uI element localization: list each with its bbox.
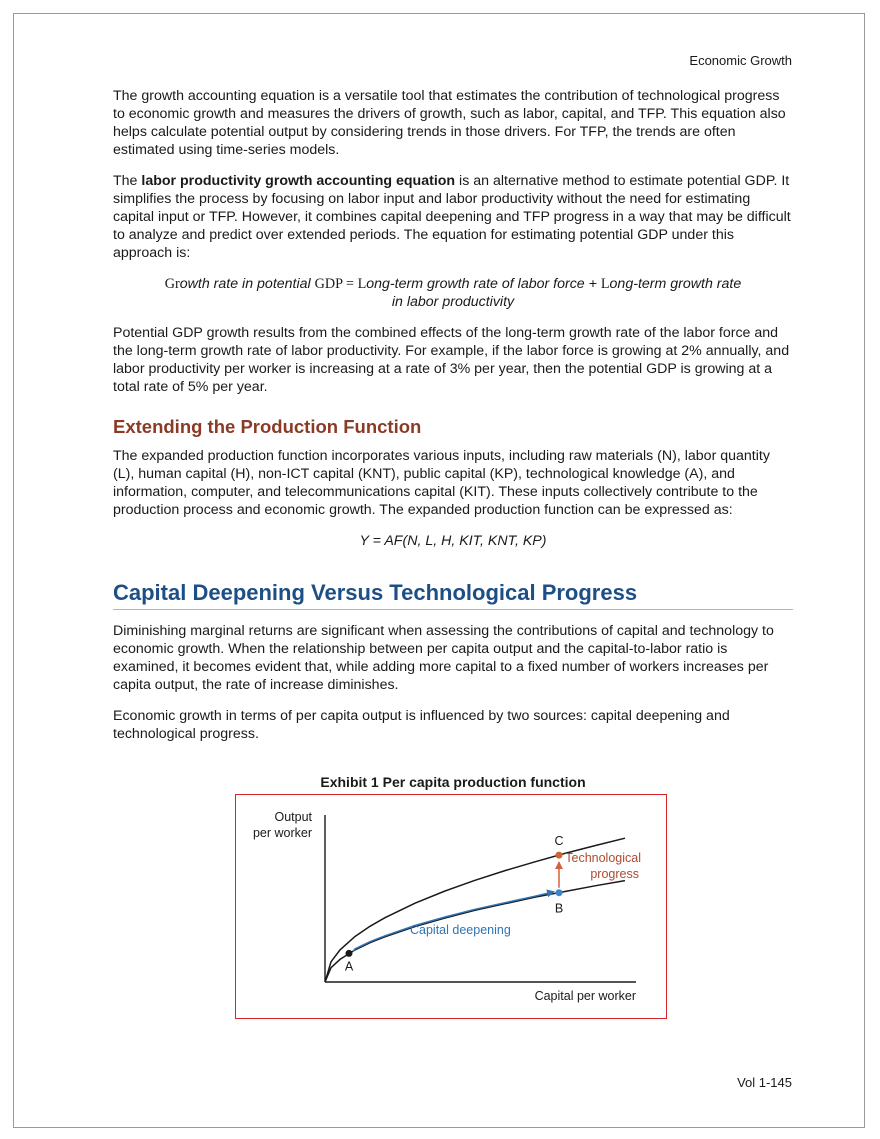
paragraph-expanded-production: The expanded production function incorporates various inputs, including raw materials (N), labor quantity (L), human capital (H), non-ICT capital (KNT), public capital (KP), technological knowledge (A), and information, computer, and telecommunications capital (KIT). These inputs collectively contribute to the production process and economic growth. The expanded production function can be expressed as: xyxy=(113,448,770,518)
point-a-label: A xyxy=(344,959,354,974)
paragraph-growth-accounting: The growth accounting equation is a versatile tool that estimates the contribution of technological progress to economic growth and measures the drivers of growth, such as labor, capital, and TFP. This equation also helps calculate potential output by considering trends in those drivers. For TFP, the trends are often estimated using time-series models. xyxy=(113,88,786,158)
tech-progress-label-line2: progress xyxy=(590,867,639,881)
paragraph-diminishing-returns: Diminishing marginal returns are significant when assessing the contributions of capital and technology to economic growth. When the relationship between per capita output and the capital-to-labor ratio is examined, it becomes evident that, while adding more capital to a fixed number of workers increases per capita output, the rate of increase diminishes. xyxy=(113,623,774,693)
term-labor-productivity: labor productivity growth accounting equation xyxy=(141,173,456,189)
equation-production-function: Y = AF(N, L, H, KIT, KNT, KP) xyxy=(359,533,547,549)
y-axis-label-line1: Output xyxy=(274,810,312,824)
paragraph-labor-productivity xyxy=(113,172,793,262)
y-axis-label-line2: per worker xyxy=(252,826,312,840)
point-b-marker xyxy=(556,889,563,896)
text-span: The xyxy=(113,173,142,189)
exhibit-chart-frame xyxy=(235,794,667,1019)
subsection-heading: Extending the Production Function xyxy=(113,416,422,437)
eq-part: owth rate in potential xyxy=(179,276,315,292)
paragraph-growth-sources: Economic growth in terms of per capita output is influenced by two sources: capital deepening and technological progress. xyxy=(113,708,730,742)
equation-potential-gdp xyxy=(113,275,793,311)
equation-line-1 xyxy=(113,275,793,293)
page-number: Vol 1-145 xyxy=(737,1075,792,1090)
x-axis-label: Capital per worker xyxy=(534,989,636,1003)
running-head: Economic Growth xyxy=(689,53,792,68)
capital-deepening-label: Capital deepening xyxy=(410,923,511,937)
eq-part: L xyxy=(600,276,610,292)
text-span: is an alternative method to estimate potential GDP. It simplifies the process by focusing on labor input and labor productivity without the need for estimating capital input or TFP. However, it combines capital deepening and TFP progress in a way that may be difficult to analyze and predict over extended periods. The equation for estimating potential GDP under this approach is: xyxy=(113,173,791,261)
page-content xyxy=(113,87,793,790)
paragraph-potential-gdp-growth: Potential GDP growth results from the combined effects of the long-term growth rate of the labor force and the long-term growth rate of labor productivity. For example, if the labor force is growing at 2% annually, and labor productivity per worker is increasing at a rate of 3% per year, then the potential GDP is growing at a total rate of 5% per year. xyxy=(113,325,790,395)
production-function-chart xyxy=(236,795,665,1017)
point-c-label: C xyxy=(554,834,564,849)
section-heading: Capital Deepening Versus Technological Progress xyxy=(113,580,793,610)
point-a-marker xyxy=(346,950,353,957)
eq-part: L xyxy=(357,276,367,292)
eq-part: GDP xyxy=(314,276,343,292)
eq-part: = xyxy=(342,276,358,292)
exhibit-title: Exhibit 1 Per capita production function xyxy=(320,774,586,790)
eq-part: ong-term growth rate of labor force + xyxy=(366,276,601,292)
point-c-marker xyxy=(556,852,563,859)
equation-line-2: in labor productivity xyxy=(391,294,515,310)
capital-deepening-arrow xyxy=(353,892,554,952)
point-b-label: B xyxy=(554,901,564,916)
tech-progress-label-line1: Technological xyxy=(565,851,641,865)
eq-part: ong-term growth rate xyxy=(609,276,742,292)
eq-part: Gr xyxy=(164,276,180,292)
